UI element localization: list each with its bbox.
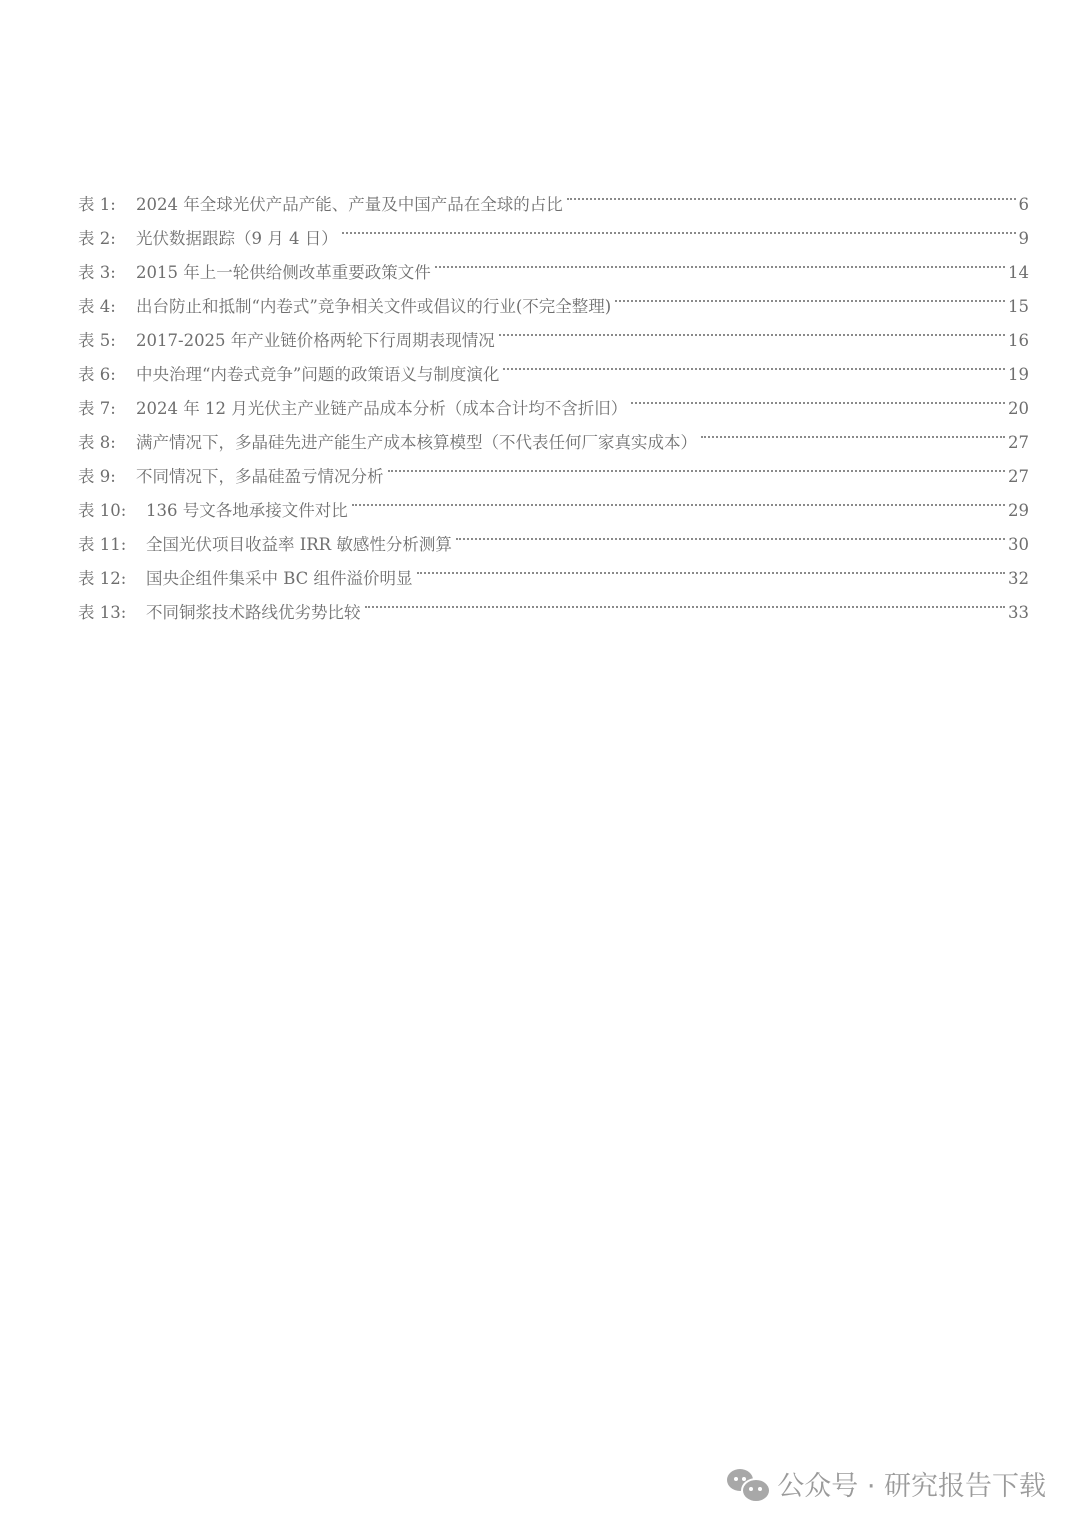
toc-title: 全国光伏项目收益率 IRR 敏感性分析测算	[146, 535, 452, 554]
toc-page-number: 33	[1008, 603, 1029, 622]
toc-title: 中央治理“内卷式竞争”问题的政策语义与制度演化	[136, 365, 500, 384]
toc-page-number: 14	[1008, 263, 1029, 282]
toc-page-number: 27	[1008, 433, 1029, 452]
toc-label: 表 10:	[78, 501, 127, 520]
watermark-footer	[727, 1464, 1046, 1503]
toc-page-number: 20	[1008, 399, 1029, 418]
dot-leader	[615, 278, 1005, 312]
dot-leader	[499, 312, 1005, 346]
dot-leader	[388, 448, 1006, 482]
toc-label: 表 12:	[78, 569, 127, 588]
toc-page-number: 9	[1018, 229, 1029, 248]
toc-label: 表 13:	[78, 603, 127, 622]
dot-leader	[567, 176, 1016, 210]
toc-page-number: 30	[1008, 535, 1029, 554]
toc-title: 2015 年上一轮供给侧改革重要政策文件	[136, 263, 431, 282]
toc-title: 2024 年 12 月光伏主产业链产品成本分析（成本合计均不含折旧）	[136, 399, 628, 418]
toc-title: 2017-2025 年产业链价格两轮下行周期表现情况	[136, 331, 495, 350]
toc-entry[interactable]	[78, 176, 1029, 214]
toc-label: 表 8:	[78, 433, 116, 452]
dot-leader	[342, 210, 1016, 244]
toc-title: 光伏数据跟踪（9 月 4 日）	[136, 229, 338, 248]
table-of-contents	[78, 176, 1029, 622]
toc-label: 表 7:	[78, 399, 116, 418]
toc-title: 136 号文各地承接文件对比	[146, 501, 348, 520]
toc-page-number: 15	[1008, 297, 1029, 316]
wechat-icon	[727, 1467, 769, 1501]
toc-title: 不同铜浆技术路线优劣势比较	[146, 603, 361, 622]
toc-title: 不同情况下，多晶硅盈亏情况分析	[136, 467, 384, 486]
dot-leader	[456, 516, 1005, 550]
toc-title: 国央企组件集采中 BC 组件溢价明显	[146, 569, 413, 588]
dot-leader	[417, 550, 1005, 584]
watermark-text: 公众号 · 研究报告下载	[777, 1471, 1046, 1502]
toc-page-number: 19	[1008, 365, 1029, 384]
dot-leader	[701, 414, 1005, 448]
toc-label: 表 2:	[78, 229, 116, 248]
toc-title: 2024 年全球光伏产品产能、产量及中国产品在全球的占比	[136, 195, 563, 214]
toc-page-number: 16	[1008, 331, 1029, 350]
toc-label: 表 5:	[78, 331, 116, 350]
toc-label: 表 3:	[78, 263, 116, 282]
dot-leader	[365, 584, 1006, 618]
toc-label: 表 4:	[78, 297, 116, 316]
toc-title: 出台防止和抵制“内卷式”竞争相关文件或倡议的行业(不完全整理)	[136, 297, 612, 316]
dot-leader	[352, 482, 1005, 516]
toc-label: 表 6:	[78, 365, 116, 384]
toc-page-number: 27	[1008, 467, 1029, 486]
toc-page-number: 6	[1018, 195, 1029, 214]
toc-page-number: 29	[1008, 501, 1029, 520]
toc-label: 表 11:	[78, 535, 127, 554]
toc-label: 表 1:	[78, 195, 116, 214]
dot-leader	[503, 346, 1005, 380]
toc-label: 表 9:	[78, 467, 116, 486]
toc-title: 满产情况下，多晶硅先进产能生产成本核算模型（不代表任何厂家真实成本）	[136, 433, 697, 452]
dot-leader	[435, 244, 1005, 278]
toc-page-number: 32	[1008, 569, 1029, 588]
dot-leader	[631, 380, 1005, 414]
